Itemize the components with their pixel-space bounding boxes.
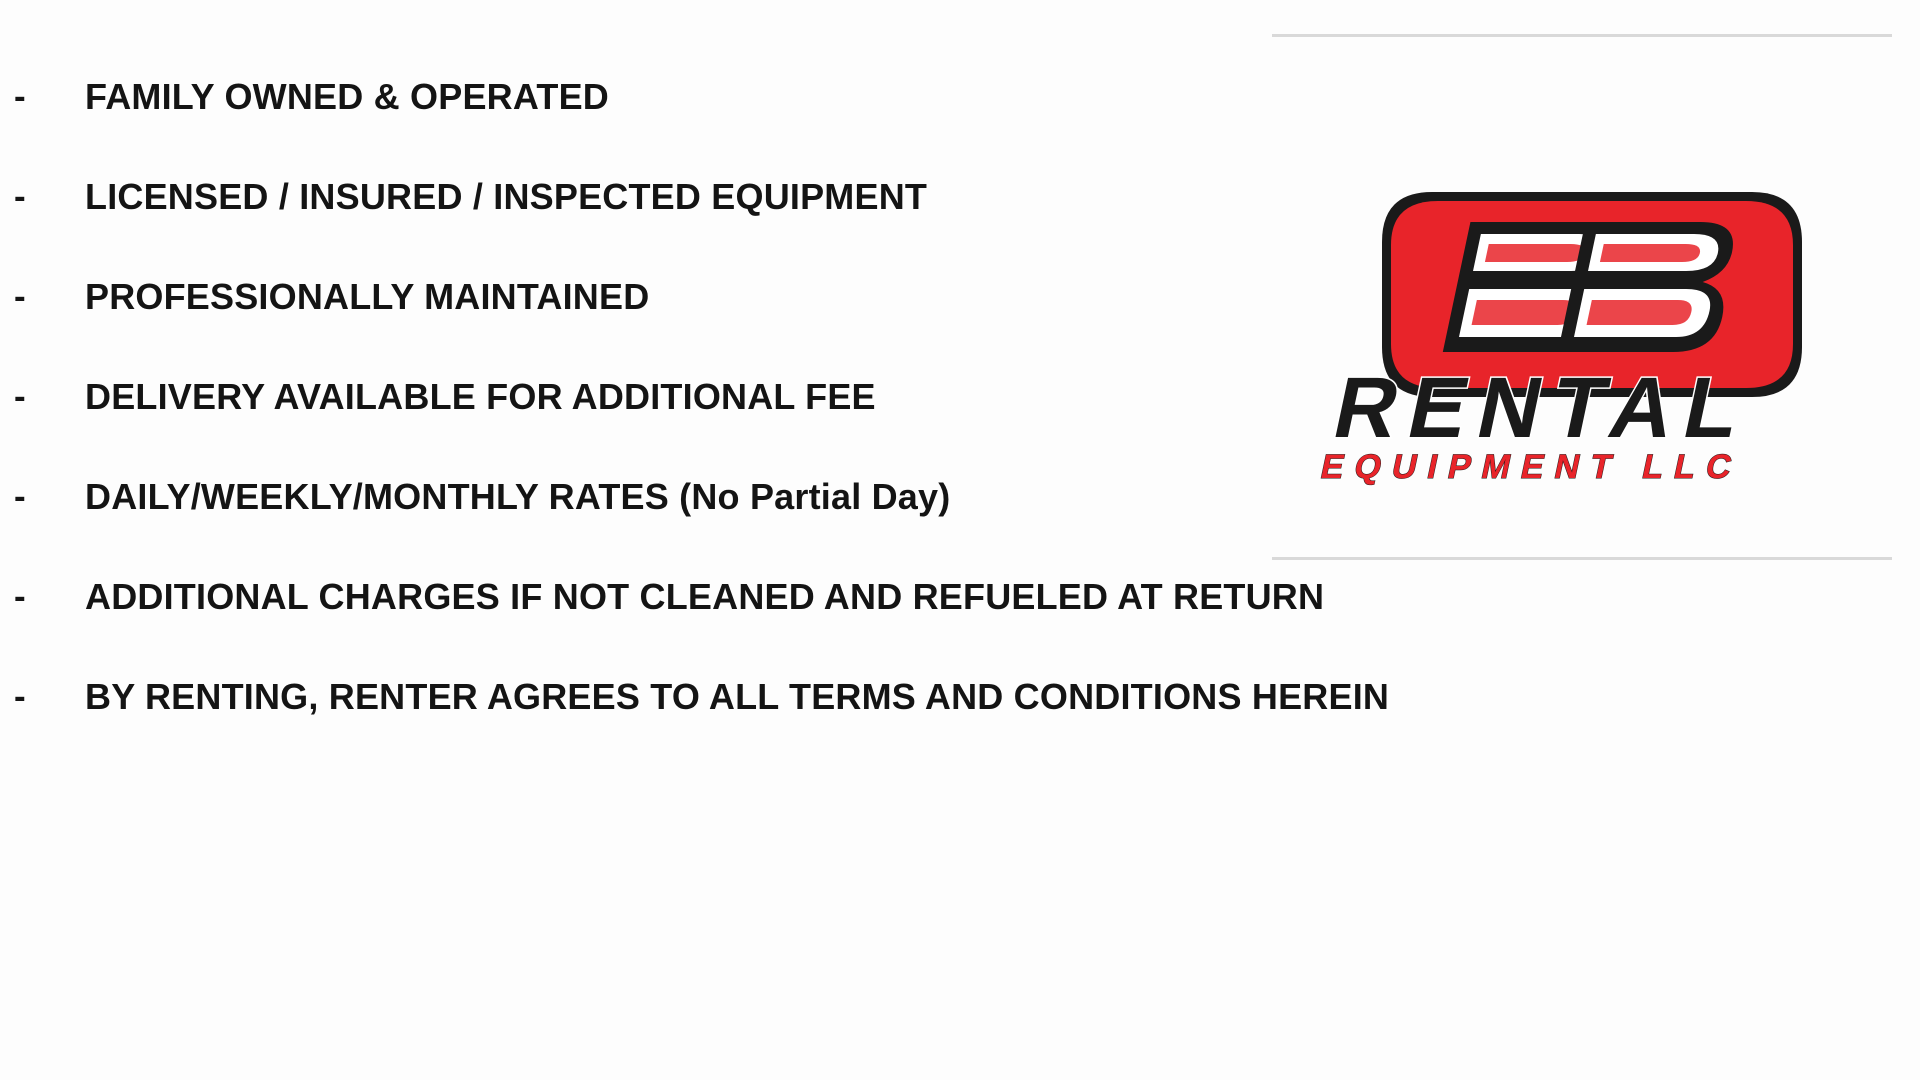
bullet-marker: - <box>14 477 26 516</box>
svg-text:RENTAL: RENTAL <box>1325 359 1761 456</box>
bullet-text: DELIVERY AVAILABLE FOR ADDITIONAL FEE <box>85 376 876 417</box>
bullet-marker: - <box>14 677 26 716</box>
logo-panel <box>1272 34 1892 560</box>
list-item <box>0 570 1820 670</box>
bullet-marker: - <box>14 77 26 116</box>
bb-rental-equipment-logo <box>1272 37 1892 557</box>
bullet-text: FAMILY OWNED & OPERATED <box>85 76 609 117</box>
bullet-marker: - <box>14 377 26 416</box>
bullet-text: LICENSED / INSURED / INSPECTED EQUIPMENT <box>85 176 928 217</box>
svg-text:EQUIPMENT LLC: EQUIPMENT LLC <box>1317 448 1746 486</box>
bullet-marker: - <box>14 577 26 616</box>
bullet-text: BY RENTING, RENTER AGREES TO ALL TERMS AND CONDITIONS HEREIN <box>85 676 1390 717</box>
list-item <box>0 670 1820 770</box>
divider-bottom <box>1272 557 1892 560</box>
bullet-text: ADDITIONAL CHARGES IF NOT CLEANED AND REFUELED AT RETURN <box>85 576 1325 617</box>
bullet-text: DAILY/WEEKLY/MONTHLY RATES (No Partial Day) <box>85 476 951 517</box>
bullet-marker: - <box>14 177 26 216</box>
logo-graphic <box>1282 97 1882 497</box>
bullet-text: PROFESSIONALLY MAINTAINED <box>85 276 650 317</box>
bullet-marker: - <box>14 277 26 316</box>
